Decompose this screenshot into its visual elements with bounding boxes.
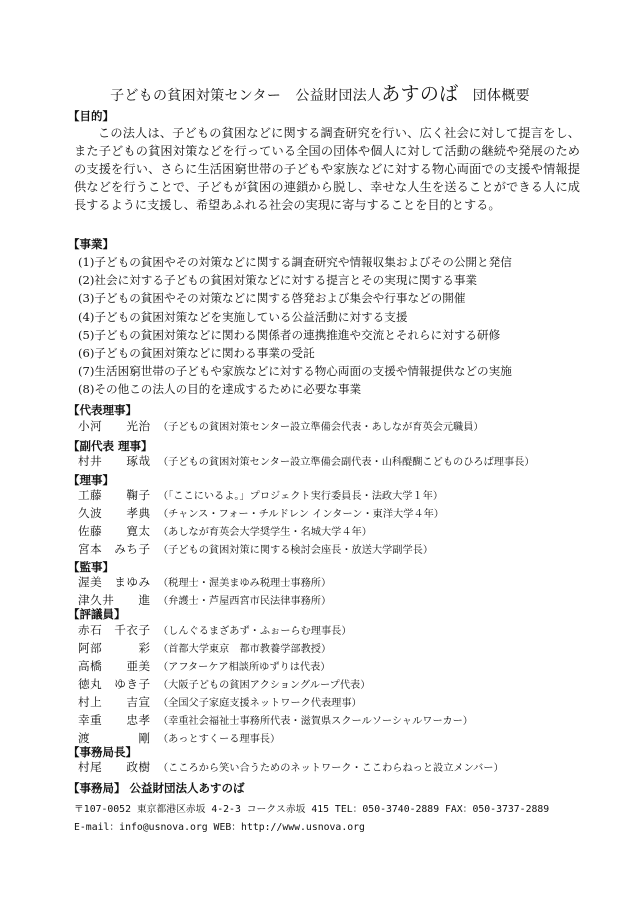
business-item: (4)子どもの貧困対策などを実施している公益活動に対する支援 [78,309,408,324]
member-row [78,639,331,657]
member-name: 渥美 まゆみ [78,575,151,589]
member-row [78,621,352,639]
business-item: (6)子どもの貧困対策などに関わる事業の受託 [78,345,315,360]
member-row [78,711,473,729]
member-name: 久波 孝典 [78,506,151,520]
councilors-heading: 【評議員】 [68,607,126,621]
business-heading: 【事業】 [68,237,114,251]
member-role: （子どもの貧困対策に関する検討会座長・放送大学副学長） [158,545,434,556]
member-role: （チャンス・フォー・チルドレン インターン・東洋大学４年） [158,509,444,520]
secretary-general-heading: 【事務局長】 [68,745,137,759]
business-item: (8)その他この法人の目的を達成するために必要な事業 [78,382,362,397]
member-role: （子どもの貧困対策センター設立準備会代表・あしなが育英会元職員） [158,422,484,433]
business-item: (5)子どもの貧困対策などに関わる関係者の連携推進や交流とそれらに対する研修 [78,327,501,342]
member-role: （しんぐるまざあず・ふぉーらむ理事長） [158,626,352,637]
member-row [78,693,362,711]
member-role: （幸重社会福祉士事務所代表・滋賀県スクールソーシャルワーカー） [158,716,473,727]
member-row [78,486,443,504]
member-row [78,657,330,675]
member-name: 津久井 進 [78,593,151,607]
member-role: （弁護士・芦屋西宮市民法律事務所） [158,596,332,607]
member-name: 工藤 鞠子 [78,488,151,502]
office-org-name: 公益財団法人あすのば [129,781,245,795]
member-name: 佐藤 寛太 [78,524,151,538]
auditors-heading: 【監事】 [68,560,114,574]
member-role: （アフターケア相談所ゆずりは代表） [158,662,331,673]
member-name: 徳丸 ゆき子 [78,677,151,691]
office-heading-label: 【事務局】 [68,781,126,795]
purpose-heading: 【目的】 [68,109,114,123]
member-name: 渡 剛 [78,731,151,745]
member-role: （「ここにいるよ。」プロジェクト実行委員長・法政大学１年） [158,491,444,502]
title-org-name: あすのば [381,83,459,105]
member-name: 赤石 千衣子 [78,623,151,637]
purpose-text: この法人は、子どもの貧困などに関する調査研究を行い、広く社会に対して提言をし、また子どもの貧困対策などを行っている全国の団体や個人に対して活動の継続や発展のための支援を行い、さらに生活困窮世帯の子どもや家族などに対する物心両面での支援や情報提供などを行うことで、子どもが貧困の連鎖から脱し、幸せな人生を送ることができる人に成長するように支援し、希望あふれる社会の実現に寄与することを目的とする。 [74,126,580,212]
member-row [78,573,331,591]
member-row [78,504,444,522]
member-row [78,417,484,435]
member-name: 村井 琢哉 [78,454,151,468]
member-role: （首都大学東京 都市教養学部教授） [158,644,332,655]
member-role: （大阪子どもの貧困アクショングループ代表） [158,680,371,691]
member-name: 村上 吉宣 [78,695,151,709]
office-contact: E-mail：info@usnova.org WEB：http://www.usnova.org [74,822,365,833]
member-name: 幸重 忠孝 [78,713,151,727]
member-role: （全国父子家庭支援ネットワーク代表理事） [158,698,362,709]
member-name: 村尾 政樹 [78,760,151,774]
member-name: 宮本 みち子 [78,542,151,556]
member-row [78,452,535,470]
office-address: 〒107-0052 東京都港区赤坂 4-2-3 コークス赤坂 415 TEL：050-3740-2889 FAX：050-3737-2889 [74,804,550,815]
member-row [78,758,504,776]
vice-representative-heading: 【副代表 理事】 [68,439,153,453]
business-item: (7)生活困窮世帯の子どもや家族などに対する物心両面の支援や情報提供などの実施 [78,364,512,379]
member-name: 阿部 彩 [78,641,151,655]
representative-heading: 【代表理事】 [68,403,137,417]
office-heading [68,780,245,796]
business-item: (3)子どもの貧困やその対策などに関する啓発および集会や行事などの開催 [78,291,466,306]
business-item: (1)子どもの貧困やその対策などに関する調査研究や情報収集およびその公開と発信 [78,255,512,269]
business-item: (2)社会に対する子どもの貧困対策などに対する提言とその実現に関する事業 [78,273,478,288]
member-name: 高橋 亜美 [78,659,151,673]
business-list [78,253,512,399]
member-row [78,522,372,540]
title-suffix: 団体概要 [458,88,530,104]
member-name: 小河 光治 [78,419,151,433]
directors-heading: 【理事】 [68,473,114,487]
title-prefix: 子どもの貧困対策センター 公益財団法人 [110,88,382,104]
member-role: （こころから笑い合うためのネットワーク・ここわらねっと設立メンバー） [158,763,504,774]
member-role: （あっとすくーる理事長） [158,734,281,745]
member-role: （子どもの貧困対策センター設立準備会副代表・山科醍醐こどものひろば理事長） [158,457,535,468]
member-role: （あしなが育英会大学奨学生・名城大学４年） [158,527,372,538]
member-row [78,540,433,558]
member-row [78,675,370,693]
page-title [0,79,640,106]
member-role: （税理士・渥美まゆみ税理士事務所） [158,578,332,589]
